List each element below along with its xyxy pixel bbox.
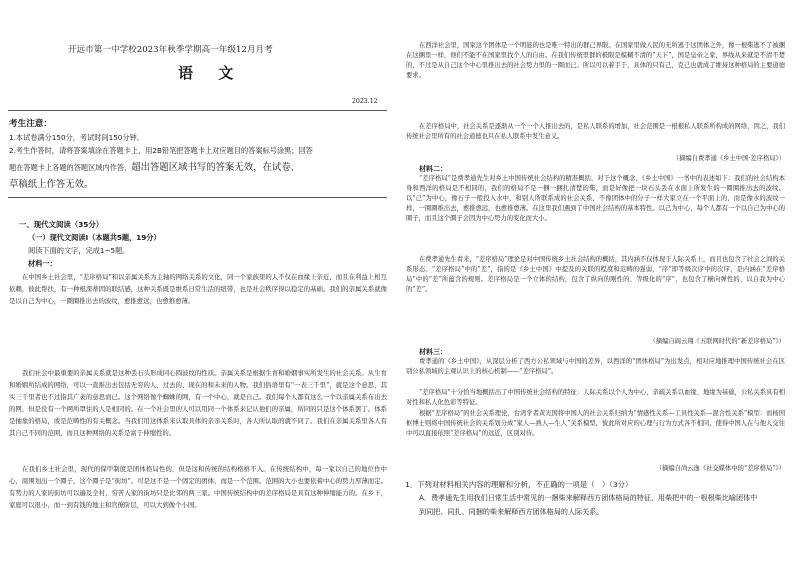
material-1-paragraph: 在中国乡土社会里，“差序格局”和以亲属关系为主轴的网络关系的文化，同一个家族里的人不仅在血缘上亲近，而且在利益上相互依赖，彼此帮扶，有一种根深蒂固的联结感，这种关系既是维系日常生活的纽带，也是社会秩序得以稳定的基础。我们的亲属关系就像是以自己为中心，一圈圈推出去的波纹，愈推愈远，也愈推愈薄。 xyxy=(9,273,387,305)
subsection-heading: （一）现代文阅读Ⅰ（本题共5题，19分） xyxy=(28,233,161,242)
material-3-paragraph: 费孝通的《乡土中国》，从深层分析了西方公私领域与中国的差异，以西洋的“团体格局”为出发点，相对应地推理中国传统社会在区别公私领域的主观认识上的核心机制——“差序格局”。 xyxy=(406,358,785,376)
material-1-source: （摘编自费孝通《乡土中国·差序格局》） xyxy=(672,155,785,162)
material-1-paragraph: 在我们乡土社会里，现代的保甲制度是团体格局性的，但是这和传统的结构格格不入。在传统结构中，每一家以自己的地位作中心，周围划出一个圈子，这个圈子是“街坊”。可是这不是一个固定的团体，而是一个范围。范围的大小也要依着中心的势力厚薄而定。有势力的人家的街坊可以遍及全村，穷苦人家的街坊只是比邻的两三家。中国传统结构中的差序格局是具有这种伸缩能力的。在乡下，家庭可以很小，而一到有钱的地主和官僚阶层，可以大到像个小国。 xyxy=(9,465,387,509)
section-heading: 一、现代文阅读（35分） xyxy=(19,220,104,229)
header-divider xyxy=(8,110,387,111)
reading-instruction: 阅读下面的文字，完成1~5题。 xyxy=(28,246,130,255)
material-1-paragraph: 在西洋社会里，国家这个团体是一个明显的也是唯一特出的群己界限。在国家里做人民的无所逃于这团体之外，像一根柴逃不了被捆在这捆里一样，他们不能不在国家里找个人的自由。在我们传统里群的极限是模糊不清的“天下”，国是皇帝之家，界线从来就是不清不楚的，不过是从自己这个中心里推出去的社会势力里的一圈而已。所以可以着手于，具体的只有己，克己也就成了维持这种格局的主要道德要求。 xyxy=(406,42,785,80)
question-1-stem: 1．下列对材料相关内容的理解和分析，不正确的一项是（ ）（3分） xyxy=(405,480,633,489)
notice-divider xyxy=(8,197,387,198)
material-2-source: （摘编自阎云翔《五联网时代的“新差序格局”》） xyxy=(649,338,785,345)
notice-item-1: 1.本试卷满分150分，考试时间150分钟。 xyxy=(9,133,144,142)
exam-title: 开远市第一中学校2023年秋季学期高一年级12月月考 xyxy=(68,45,273,55)
material-3-paragraph: “差序格局”十分恰当地概括出了中国传统社会结构的特征：人际关系以个人为中心，亲疏关系以血缘、地缘为基础，公私关系具有相对性和私人化色彩等特征。 xyxy=(406,389,785,407)
material-1-label: 材料一： xyxy=(28,259,57,268)
material-3-source: （摘编自尚云逸《社交媒体中的“差序格局”》） xyxy=(655,465,785,472)
notice-heading: 考生注意： xyxy=(9,119,52,129)
material-2-label: 材料二： xyxy=(419,165,447,173)
notice-item-2-line-1: 2.考生作答时，请将答案填涂在答题卡上，用2B铅笔把答题卡上对应题目的答案标号涂黑；回答 xyxy=(9,146,313,155)
material-3-paragraph: 根据“差序格局”的社会关系理论，台湾学者黄光国将中国人的社会关系归纳为“情感性关系—工具性关系—混合性关系”模型：而杨国枢博士则将中国传统社会的关系划分成“家人—熟人—生人”关系模型，彼此所对应的心理与行为方式各不相同，使得中国人在与他人交往中可以直接依照“差序格局”的远近，区别对待。 xyxy=(406,410,785,438)
notice-item-2-line-3: 草稿纸上作答无效。 xyxy=(9,179,94,190)
subject-title: 语 文 xyxy=(178,64,244,82)
exam-date: 2023.12 xyxy=(352,98,378,105)
material-1-paragraph: 在差序格局中，社会关系是逐渐从一个一个人推出去的，是私人联系的增加，社会范围是一根根私人联系所构成的网络，因之，我们传统社会里所有的社会道德也只在私人联系中发生意义。 xyxy=(406,123,785,141)
notice-item-2-emphasis: 超出答题区域书写的答案无效，在试卷、 xyxy=(131,162,300,173)
right-column xyxy=(397,0,794,562)
material-1-paragraph: 我们社会中最重要的亲属关系就是这种丢石头形成同心圆波纹的性质。亲属关系是根据生育和婚姻事实所发生的社会关系。从生育和婚姻所结成的网络，可以一直推出去包括无穷的人，过去的、现在的和未来的人物。我们俗语里有“一表三千里”，就是这个意思，其实三千里者也不过指其广袤的意思而已。这个网络像个蜘蛛的网，有一个中心，就是自己。我们每个人都有这么一个以亲属关系布出去的网，但是没有一个网所罩住的人是相同的。在一个社会里的人可以用同一个体系来记认他们的亲属，所同的只是这个体系罢了。体系是抽象的格局，或是范畴性的有关概念。当我们用这体系来认取具体的亲亲关系时，各人所认取的就不同了。我们在亲属关系里各人有其自己不同的范围，而且这种网络的关系是富于伸缩性的。 xyxy=(9,369,387,437)
notice-item-2-prefix: 题在答题卡上各题的答题区域内作答， xyxy=(9,163,132,172)
material-2-paragraph: 在费孝通先生看来，“差序格局”理论是对中国传统乡土社会结构的概括，其内涵不仅体现于人际关系上，而且也包含了社会之间的关系形态。“差序格局”中的“差”，指的是《乡土中国》中提及的关联的程度和范畴的强弱，“序”即等级次序中的次序，是内涵在“差序格局”中的“差”所蕴含的规则。差序格局是一个立体的结构，包含了纵向的刚性的、等级化的“序”，也包含了横向弹性的、以自我为中心的“差”。 xyxy=(406,256,785,294)
question-1-option-a-line-1: A．费孝通先生用我们日常生活中常见的一捆柴来解释西方团体格局的特征，用柴把中的一根根柴比喻团体中 xyxy=(419,493,758,502)
material-3-label: 材料三： xyxy=(419,348,447,356)
question-1-option-a-line-2: 到同把、同扎、同捆的柴来解释西方团体格局的人际关系。 xyxy=(419,507,604,516)
material-2-paragraph: “差序格局”是费孝通先生对乡土中国传统社会结构的精准概括，对于这个概念，《乡土中国》一书中的表述如下：我们的社会结构本身和西洋的格局是不相同的，我们的格局不是一捆一捆扎清楚的柴，而是好像把一块石头丢在水面上所发生的一圈圈推出去的波纹。以“己”为中心，像石子一般投入水中，和别人所联系成的社会关系，不像团体中的分子一样大家立在一个平面上的，而是像水的波纹一样，一圈圈推出去，愈推愈远，也愈推愈薄。在这里我们遇到了中国社会结构的基本特性。以己为中心，每个人都有一个以自己为中心的圈子，而且这个圈子会因为中心势力的变化而大小。 xyxy=(406,175,785,223)
notice-item-2-line-2 xyxy=(9,159,300,173)
